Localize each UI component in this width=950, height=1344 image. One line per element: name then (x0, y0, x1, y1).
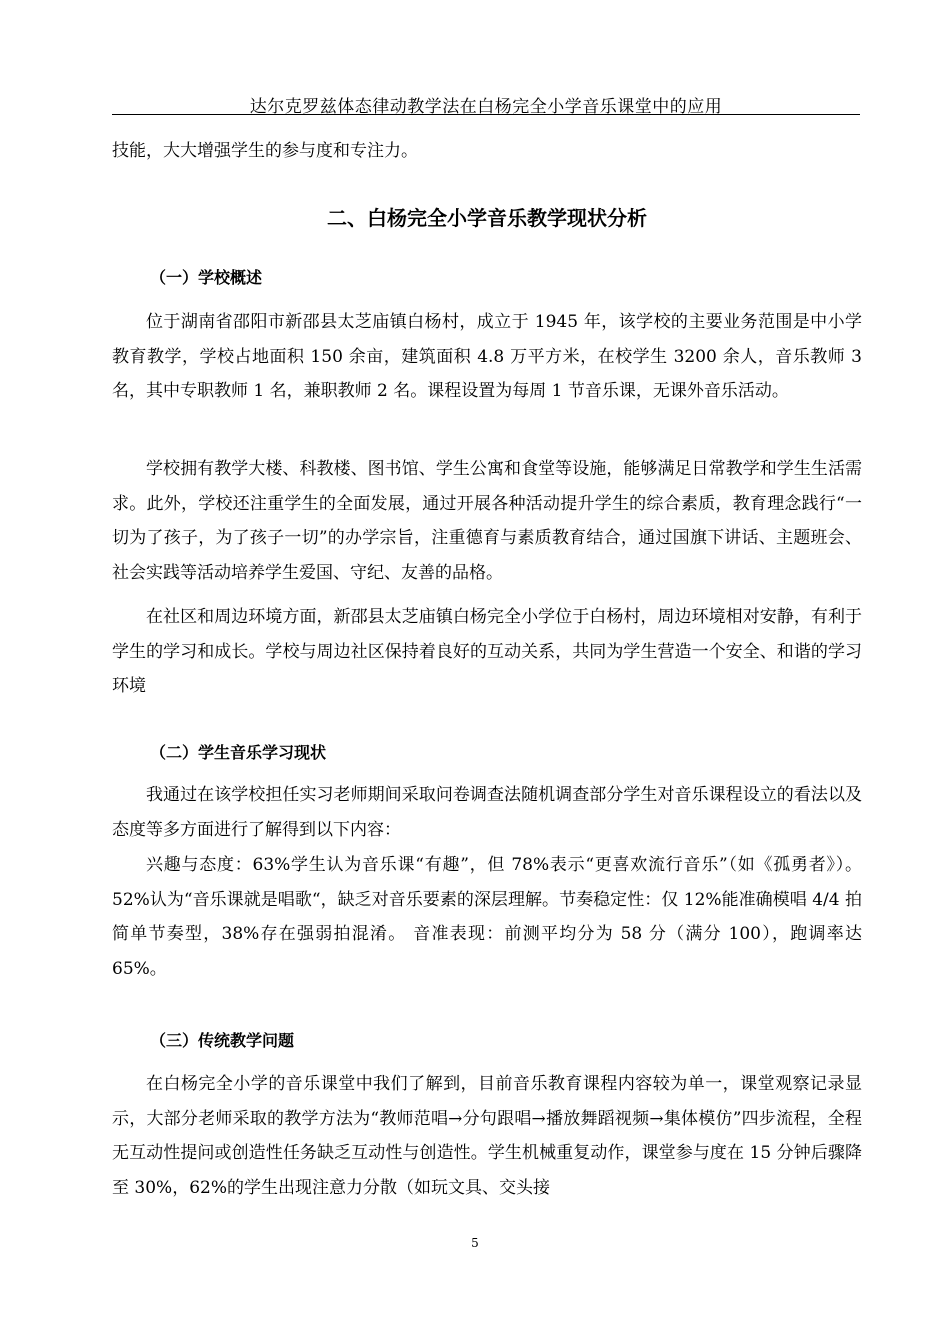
header-divider (112, 114, 860, 115)
paragraph-school-facilities: 学校拥有教学大楼、科教楼、图书馆、学生公寓和食堂等设施，能够满足日常教学和学生生活需求。此外，学校还注重学生的全面发展，通过开展各种活动提升学生的综合素质，教育理念践行“一切为了孩子，为了孩子一切”的办学宗旨，注重德育与素质教育结合，通过国旗下讲话、主题班会、社会实践等活动培养学生爱国、守纪、友善的品格。 (112, 459, 862, 583)
running-header: 达尔克罗兹体态律动教学法在白杨完全小学音乐课堂中的应用 (249, 97, 723, 117)
continuation-paragraph: 技能，大大增强学生的参与度和专注力。 (112, 141, 418, 161)
section-heading: 二、白杨完全小学音乐教学现状分析 (327, 206, 647, 230)
subsection-heading-school-overview: （一）学校概述 (150, 268, 263, 287)
subsection-heading-student-status: （二）学生音乐学习现状 (150, 743, 327, 762)
page-number: 5 (471, 1236, 479, 1250)
subsection-heading-traditional-teaching: （三）传统教学问题 (150, 1031, 295, 1050)
paragraph-school-environment: 在社区和周边环境方面，新邵县太芝庙镇白杨完全小学位于白杨村，周边环境相对安静，有利于学生的学习和成长。学校与周边社区保持着良好的互动关系，共同为学生营造一个安全、和谐的学习环境 (112, 607, 862, 697)
paragraph-school-location: 位于湖南省邵阳市新邵县太芝庙镇白杨村，成立于 1945 年，该学校的主要业务范围是中小学教育教学，学校占地面积 150 余亩，建筑面积 4.8 万平方米，在校学生 3200 余人，音乐教师 3 名，其中专职教师 1 名，兼职教师 2 名。课程设置为每周 1 节音乐课，无课外音乐活动。 (112, 312, 862, 402)
paragraph-survey-method: 我通过在该学校担任实习老师期间采取问卷调查法随机调查部分学生对音乐课程设立的看法以及态度等多方面进行了解得到以下内容： (112, 785, 862, 840)
paragraph-teaching-problems: 在白杨完全小学的音乐课堂中我们了解到，目前音乐教育课程内容较为单一，课堂观察记录显示，大部分老师采取的教学方法为“教师范唱→分句跟唱→播放舞蹈视频→集体模仿”四步流程，全程无互动性提问或创造性任务缺乏互动性与创造性。学生机械重复动作，课堂参与度在 15 分钟后骤降至 30%，62%的学生出现注意力分散（如玩文具、交头接 (112, 1074, 862, 1198)
paragraph-survey-results: 兴趣与态度：63%学生认为音乐课“有趣”，但 78%表示“更喜欢流行音乐”（如《孤勇者》）。52%认为“音乐课就是唱歌“，缺乏对音乐要素的深层理解。节奏稳定性：仅 12%能准确模唱 4/4 拍简单节奏型，38%存在强弱拍混淆。 音准表现：前测平均分为 58 分（满分 100），跑调率达 65%。 (112, 855, 862, 979)
